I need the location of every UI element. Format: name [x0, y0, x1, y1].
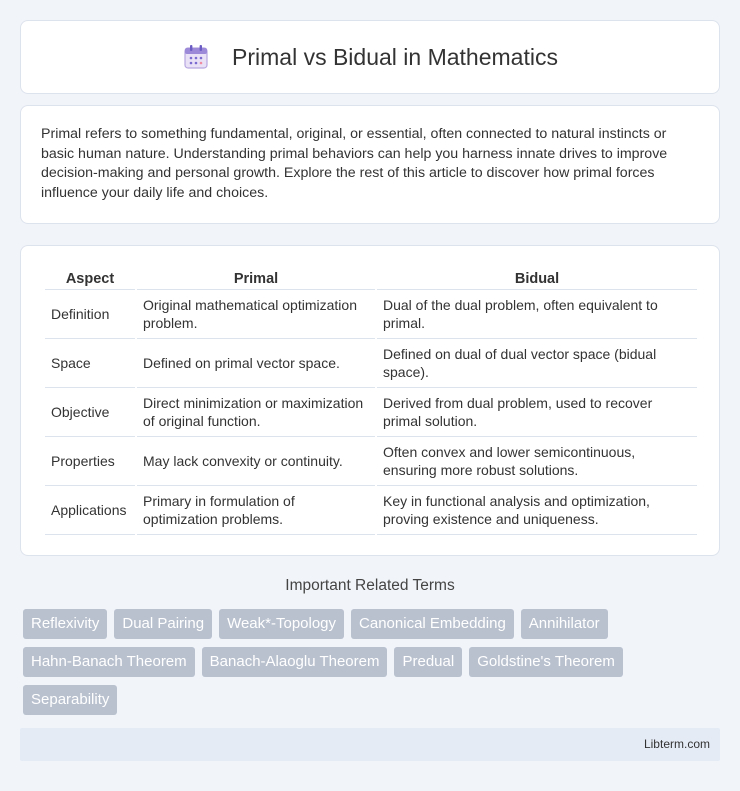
cell-primal: Primary in formulation of optimization problems.	[137, 486, 375, 535]
calendar-icon	[182, 43, 210, 71]
title-card	[20, 20, 720, 94]
term-tag[interactable]: Weak*-Topology	[219, 609, 344, 639]
footer	[20, 728, 720, 761]
related-terms-list	[23, 609, 723, 715]
term-tag[interactable]: Hahn-Banach Theorem	[23, 647, 195, 677]
intro-text: Primal refers to something fundamental, original, or essential, often connected to natural instincts or basic human nature. Understanding primal behaviors can help you harness innate drives to improve decision-making and personal growth. Explore the rest of this article to discover how primal forces influence your daily life and choices.	[41, 126, 668, 201]
cell-bidual: Often convex and lower semicontinuous, ensuring more robust solutions.	[377, 437, 697, 486]
term-tag[interactable]: Separability	[23, 685, 117, 715]
term-tag[interactable]: Dual Pairing	[114, 609, 212, 639]
footer-site-link[interactable]: Libterm.com	[643, 737, 710, 751]
cell-aspect: Definition	[45, 290, 135, 339]
cell-bidual: Dual of the dual problem, often equivalent to primal.	[377, 290, 697, 339]
table-row	[45, 437, 697, 486]
cell-primal: Original mathematical optimization problem.	[137, 290, 375, 339]
page-title: Primal vs Bidual in Mathematics	[232, 43, 558, 70]
intro-card	[20, 105, 720, 224]
header-primal: Primal	[137, 268, 375, 290]
cell-primal: May lack convexity or continuity.	[137, 437, 375, 486]
cell-aspect: Properties	[45, 437, 135, 486]
term-tag[interactable]: Banach-Alaoglu Theorem	[202, 647, 388, 677]
cell-aspect: Objective	[45, 388, 135, 437]
table-row	[45, 290, 697, 339]
cell-primal: Direct minimization or maximization of original function.	[137, 388, 375, 437]
cell-bidual: Defined on dual of dual vector space (bidual space).	[377, 339, 697, 388]
header-aspect: Aspect	[45, 268, 135, 290]
table-row	[45, 388, 697, 437]
cell-aspect: Space	[45, 339, 135, 388]
cell-aspect: Applications	[45, 486, 135, 535]
header-bidual: Bidual	[377, 268, 697, 290]
comparison-table	[43, 268, 699, 535]
comparison-table-card	[20, 245, 720, 556]
table-header-row	[45, 268, 697, 290]
term-tag[interactable]: Reflexivity	[23, 609, 107, 639]
table-row	[45, 339, 697, 388]
table-row	[45, 486, 697, 535]
term-tag[interactable]: Canonical Embedding	[351, 609, 514, 639]
term-tag[interactable]: Annihilator	[521, 609, 608, 639]
cell-bidual: Derived from dual problem, used to recover primal solution.	[377, 388, 697, 437]
term-tag[interactable]: Goldstine's Theorem	[469, 647, 623, 677]
cell-primal: Defined on primal vector space.	[137, 339, 375, 388]
cell-bidual: Key in functional analysis and optimization, proving existence and uniqueness.	[377, 486, 697, 535]
term-tag[interactable]: Predual	[394, 647, 462, 677]
related-terms-title: Important Related Terms	[285, 577, 455, 594]
